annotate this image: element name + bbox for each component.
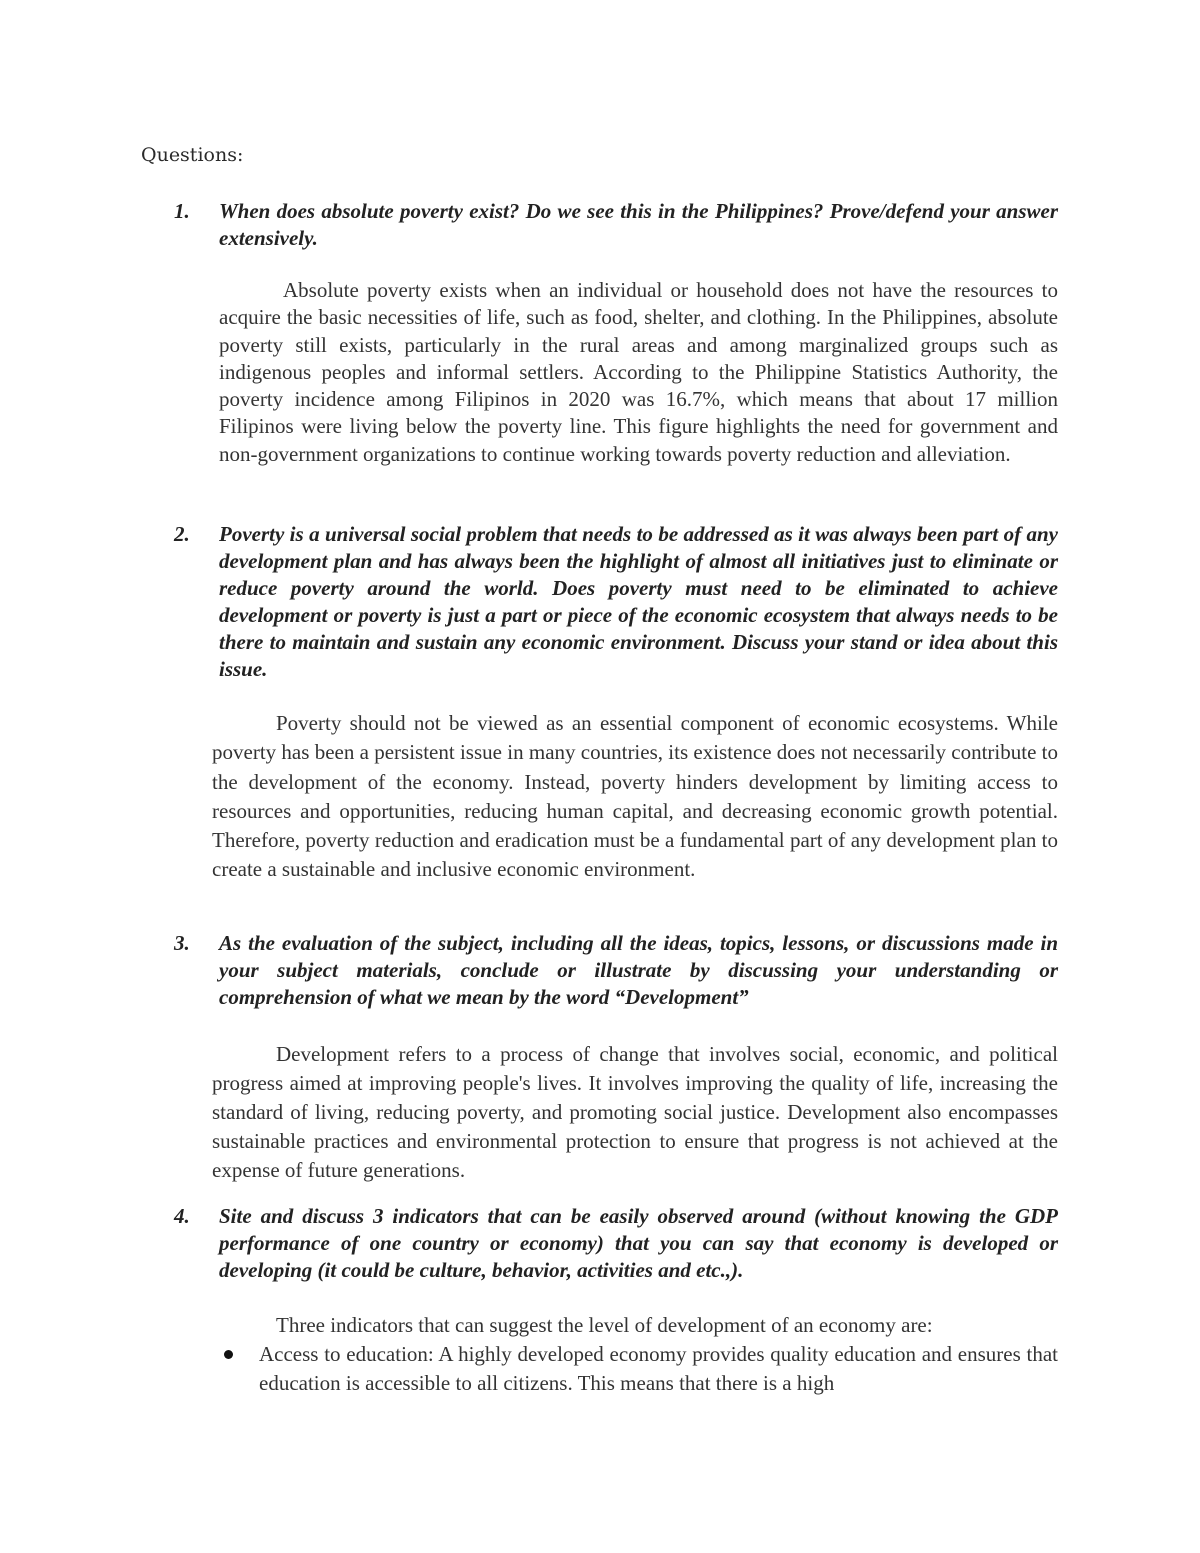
answer-4: Three indicators that can suggest the level of development of an economy are: xyxy=(276,1313,933,1337)
answer-1: Absolute poverty exists when an individual or household does not have the resources to acquire the basic necessities of life, such as food, shelter, and clothing. In the Philippines, absolute poverty still exists, particularly in the rural areas and among marginalized groups such as indigenous peoples and informal settlers. According to the Philippine Statistics Authority, the poverty incidence among Filipinos in 2020 was 16.7%, which means that about 17 million Filipinos were living below the poverty line. This figure highlights the need for government and non-government organizations to continue working towards poverty reduction and alleviation. xyxy=(219,278,1058,466)
question-number: 4. xyxy=(174,1204,190,1228)
question-text: Site and discuss 3 indicators that can be easily observed around (without knowing the GDP performance of one country or economy) that you can say that economy is developed or developing (it could be culture, behavior, activities and etc.,). xyxy=(219,1204,1058,1282)
page-heading: Questions: xyxy=(141,144,244,166)
question-text: Poverty is a universal social problem that needs to be addressed as it was always been part of any development plan and has always been the highlight of almost all initiatives just to eliminate or reduce poverty around the world. Does poverty must need to be eliminated to achieve development or poverty is just a part or piece of the economic ecosystem that always needs to be there to maintain and sustain any economic environment. Discuss your stand or idea about this issue. xyxy=(219,522,1058,681)
bullet-text: Access to education: A highly developed economy provides quality education and ensures that education is accessible to all citizens. This means that there is a high xyxy=(259,1342,1058,1395)
answer-3: Development refers to a process of change that involves social, economic, and political progress aimed at improving people's lives. It involves improving the quality of life, increasing the standard of living, reducing poverty, and promoting social justice. Development also encompasses sustainable practices and environmental protection to ensure that progress is not achieved at the expense of future generations. xyxy=(212,1042,1058,1182)
bullet-dot-icon xyxy=(224,1350,233,1359)
question-text: When does absolute poverty exist? Do we see this in the Philippines? Prove/defend your answer extensively. xyxy=(219,199,1058,250)
question-number: 1. xyxy=(174,199,190,223)
question-number: 2. xyxy=(174,522,190,546)
answer-2: Poverty should not be viewed as an essential component of economic ecosystems. While poverty has been a persistent issue in many countries, its existence does not necessarily contribute to the development of the economy. Instead, poverty hinders development by limiting access to resources and opportunities, reducing human capital, and decreasing economic growth potential. Therefore, poverty reduction and eradication must be a fundamental part of any development plan to create a sustainable and inclusive economic environment. xyxy=(212,711,1058,882)
question-number: 3. xyxy=(174,931,190,955)
question-text: As the evaluation of the subject, including all the ideas, topics, lessons, or discussions made in your subject materials, conclude or illustrate by discussing your understanding or comprehension of what we mean by the word “Development” xyxy=(219,931,1058,1009)
